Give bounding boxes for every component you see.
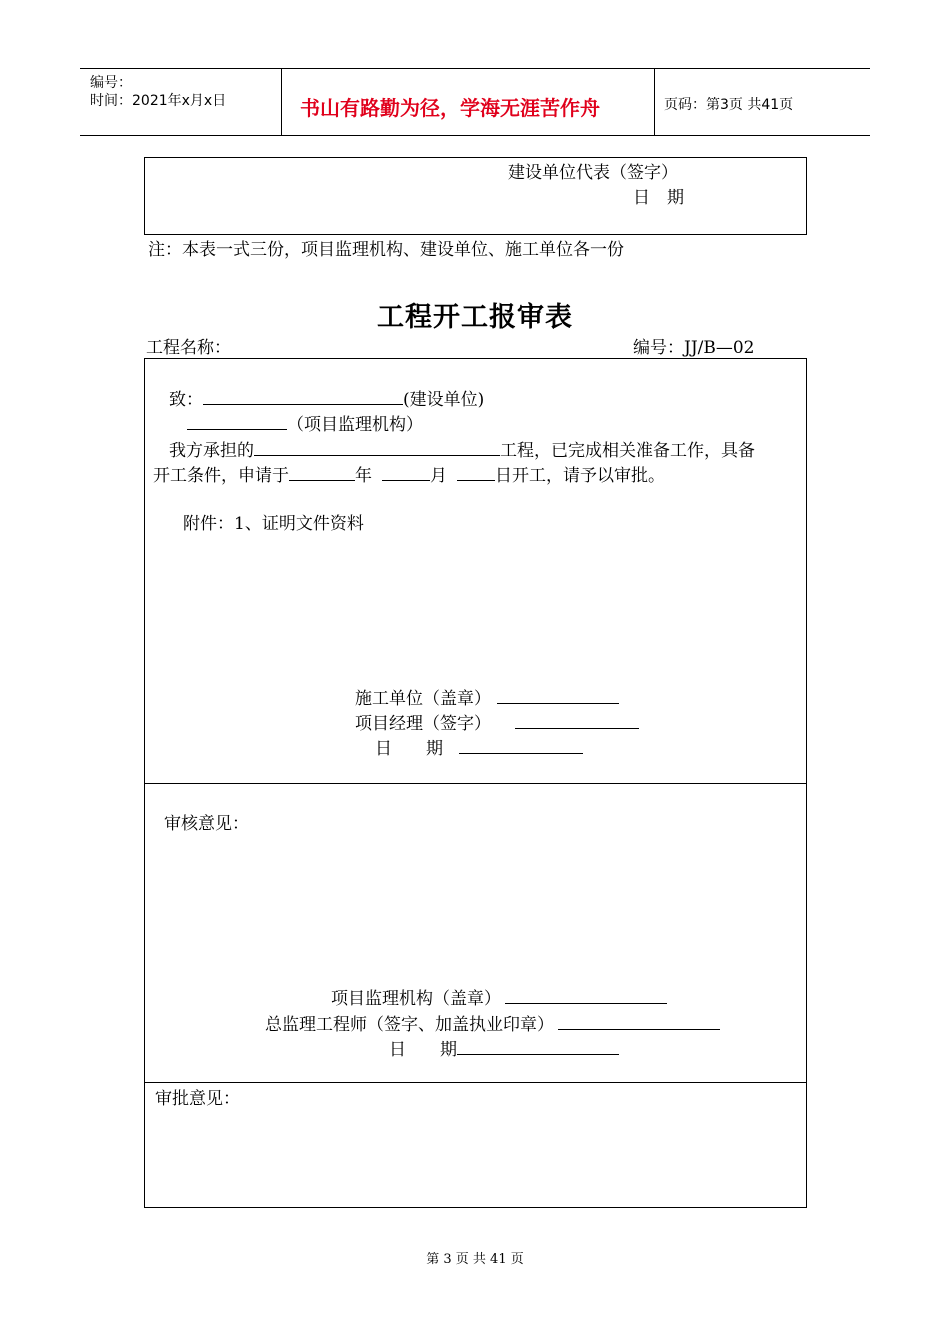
to-prefix: 致： xyxy=(169,390,203,410)
day-suffix: 日开工，请予以审批。 xyxy=(495,466,665,486)
page-footer: 第 3 页 共 41 页 xyxy=(426,1252,524,1267)
year-label: 年 xyxy=(355,466,372,486)
chief-engineer-blank xyxy=(558,1013,720,1030)
date2-line xyxy=(389,1038,619,1060)
review-label: 审核意见： xyxy=(164,814,249,834)
body-line-2 xyxy=(153,464,665,486)
date1-blank xyxy=(459,737,583,754)
header-page: 页码：第3页 共41页 xyxy=(664,97,794,113)
date1-line xyxy=(375,737,583,759)
chief-engineer-label: 总监理工程师（签字、加盖执业印章） xyxy=(265,1015,554,1035)
to-line xyxy=(169,388,484,410)
date2-label: 日 期 xyxy=(389,1040,457,1060)
header-bottom-rule xyxy=(80,135,870,136)
to-suffix: (建设单位) xyxy=(403,390,485,410)
row-divider-1 xyxy=(145,783,806,784)
form-code: 编号：JJ/B—02 xyxy=(633,338,755,358)
line1-suffix: 工程，已完成相关准备工作，具备 xyxy=(500,441,755,461)
header-time: 时间：2021年x月x日 xyxy=(90,93,227,109)
body-line-1 xyxy=(169,439,755,461)
approval-label: 审批意见： xyxy=(155,1089,240,1109)
sup-org-seal-label: 项目监理机构（盖章） xyxy=(331,989,501,1009)
sup-org-seal-line xyxy=(331,987,667,1009)
header-motto: 书山有路勤为径，学海无涯苦作舟 xyxy=(300,96,600,120)
year-blank xyxy=(289,464,355,481)
month-blank xyxy=(382,464,430,481)
day-blank xyxy=(457,464,495,481)
rep-date-label: 日 期 xyxy=(633,188,684,208)
pm-sign-line xyxy=(355,712,639,734)
date1-label: 日 期 xyxy=(375,739,443,759)
pm-sign-label: 项目经理（签字） xyxy=(355,714,491,734)
signature-box xyxy=(144,157,807,235)
rep-sign-label: 建设单位代表（签字） xyxy=(508,163,678,183)
contractor-seal-blank xyxy=(497,687,619,704)
supervision-org: （项目监理机构） xyxy=(287,415,423,435)
header-divider-right xyxy=(654,68,655,136)
month-label: 月 xyxy=(430,466,447,486)
sup-org-seal-blank xyxy=(505,987,667,1004)
note-text: 注：本表一式三份，项目监理机构、建设单位、施工单位各一份 xyxy=(148,240,624,260)
line1-prefix: 我方承担的 xyxy=(169,441,254,461)
header-divider-left xyxy=(281,68,282,136)
header-top-rule xyxy=(80,68,870,69)
org-line xyxy=(187,413,423,435)
pm-sign-blank xyxy=(515,712,639,729)
project-name-label: 工程名称： xyxy=(146,338,231,358)
date2-blank xyxy=(457,1038,619,1055)
attachment-line: 附件：1、证明文件资料 xyxy=(183,514,364,534)
row-divider-2 xyxy=(145,1082,806,1083)
form-title: 工程开工报审表 xyxy=(377,302,573,333)
contractor-seal-label: 施工单位（盖章） xyxy=(355,689,491,709)
chief-engineer-line xyxy=(265,1013,720,1035)
form-table xyxy=(144,358,807,1208)
line2-prefix: 开工条件，申请于 xyxy=(153,466,289,486)
header-number-label: 编号： xyxy=(90,75,132,91)
org-blank xyxy=(187,413,287,430)
contractor-seal-line xyxy=(355,687,619,709)
project-blank xyxy=(254,439,500,456)
to-blank xyxy=(203,388,403,405)
